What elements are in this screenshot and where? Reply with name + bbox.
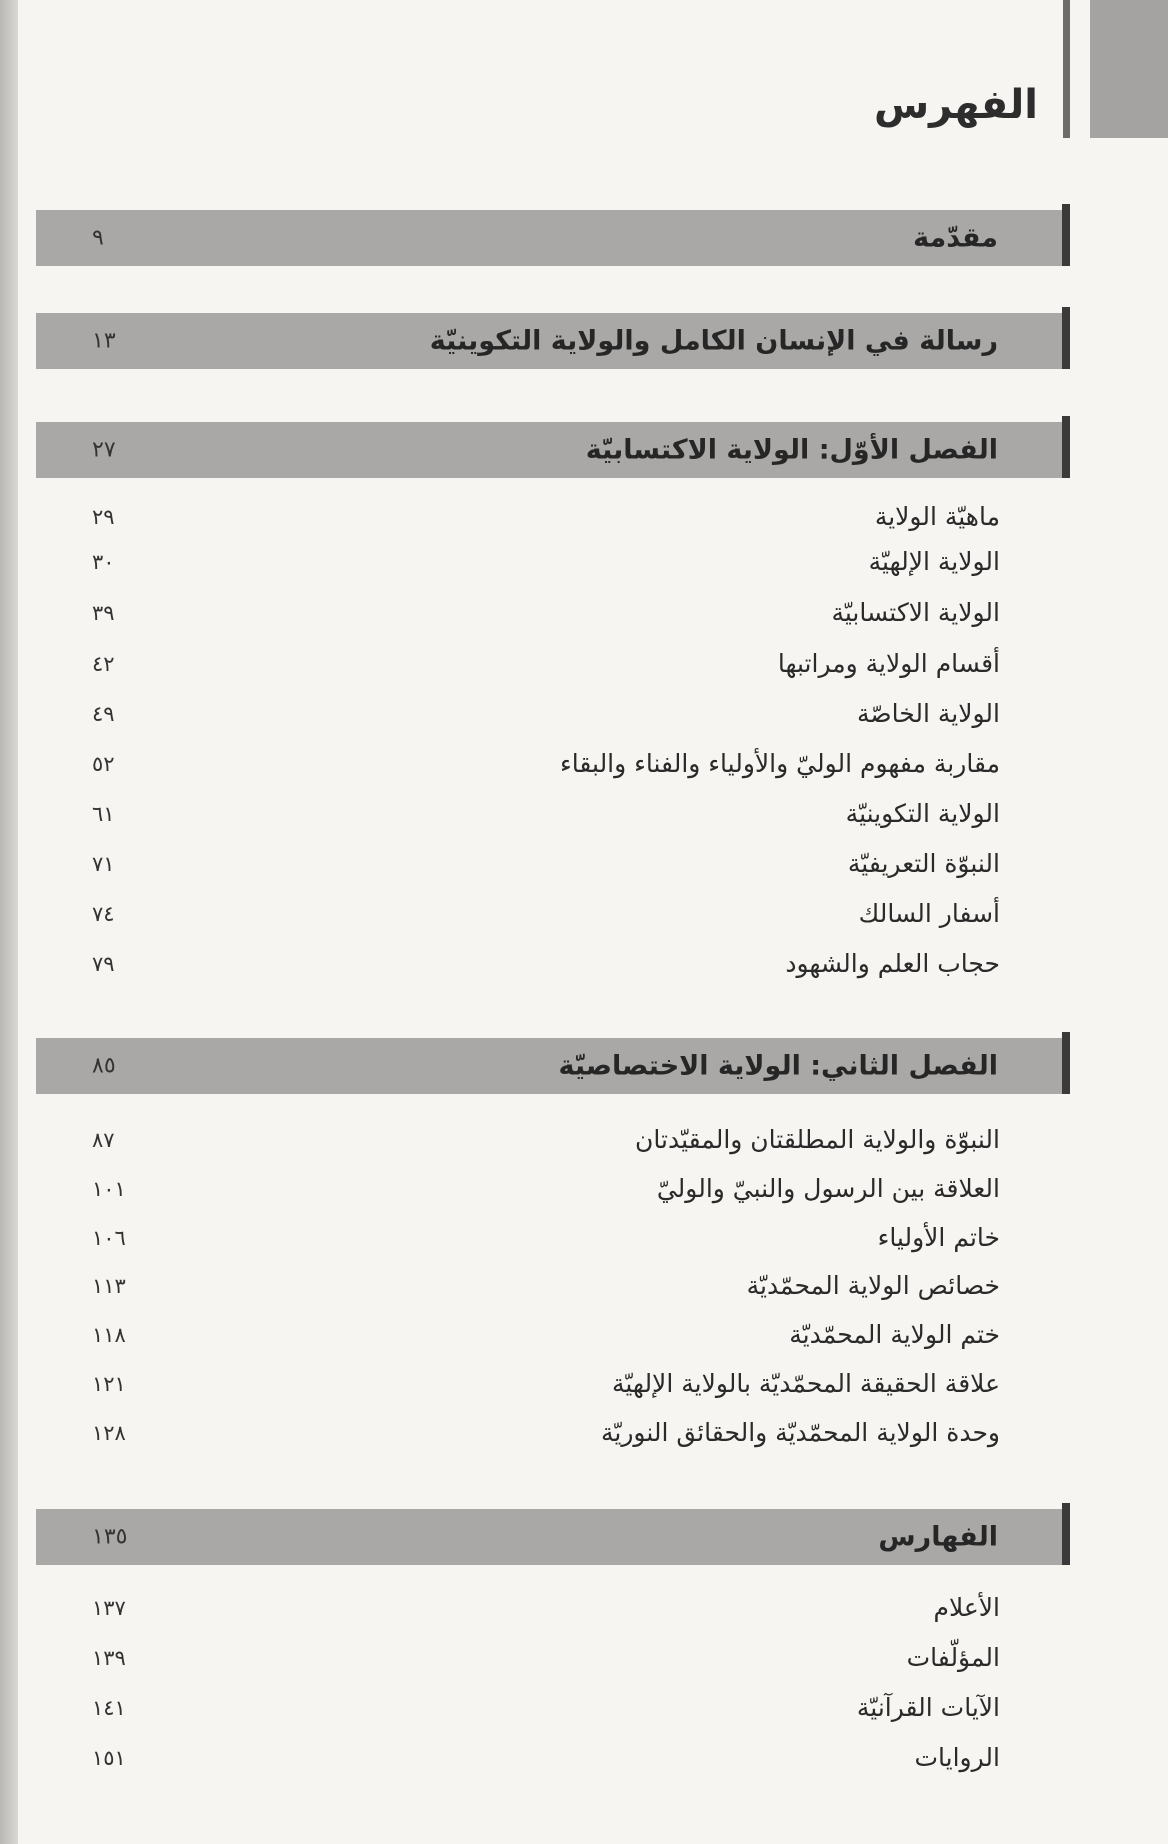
toc-entry <box>36 1738 1070 1778</box>
page-number: ١٠١ <box>92 1177 126 1201</box>
entry-title: الآيات القرآنيّة <box>856 1693 1000 1722</box>
page-number: ١٣ <box>92 328 116 354</box>
toc-entry <box>36 1413 1070 1453</box>
toc-entry <box>36 844 1070 884</box>
section-heading: رسالة في الإنسان الكامل والولاية التكوينيّة <box>429 325 998 357</box>
entry-title: ختم الولاية المحمّديّة <box>789 1320 1000 1349</box>
entry-title: النبوّة التعريفيّة <box>847 849 1000 878</box>
entry-title: أسفار السالك <box>858 899 1000 928</box>
page-number: ٨٧ <box>92 1128 115 1152</box>
entry-title: خاتم الأولياء <box>877 1223 1000 1252</box>
page-number: ٥٢ <box>92 752 115 776</box>
toc-entry <box>36 1266 1070 1306</box>
toc-entry <box>36 744 1070 784</box>
page-number: ٢٧ <box>92 437 116 463</box>
section-heading: الفصل الأوّل: الولاية الاكتسابيّة <box>585 434 998 466</box>
page-left-edge <box>0 0 18 1844</box>
toc-entry <box>36 1169 1070 1209</box>
toc-entry <box>36 894 1070 934</box>
page-number: ٣٩ <box>92 601 115 625</box>
page-number: ٧٩ <box>92 952 115 976</box>
toc-section-header <box>36 1038 1070 1094</box>
page-number: ١٣٥ <box>92 1524 128 1550</box>
chapter-tab <box>1090 0 1168 138</box>
page-number: ٢٩ <box>92 505 115 529</box>
entry-title: ماهيّة الولاية <box>874 502 1000 531</box>
page-number: ١٠٦ <box>92 1226 126 1250</box>
page-number: ١١٣ <box>92 1274 126 1298</box>
page-number: ٧١ <box>92 852 115 876</box>
section-heading: الفصل الثاني: الولاية الاختصاصيّة <box>558 1050 998 1082</box>
toc-section-header <box>36 313 1070 369</box>
toc-entry <box>36 1364 1070 1404</box>
entry-title: أقسام الولاية ومراتبها <box>777 649 1000 678</box>
page-number: ٩ <box>92 225 104 251</box>
page-number: ١٢٨ <box>92 1421 126 1445</box>
section-heading: الفهارس <box>878 1521 998 1553</box>
toc-entry <box>36 1120 1070 1160</box>
entry-title: الأعلام <box>933 1593 1000 1622</box>
section-marker <box>1062 204 1070 266</box>
page-number: ٧٤ <box>92 902 115 926</box>
toc-entry <box>36 794 1070 834</box>
section-marker <box>1062 1503 1070 1565</box>
entry-title: وحدة الولاية المحمّديّة والحقائق النوريّة <box>600 1418 1000 1447</box>
toc-entry <box>36 644 1070 684</box>
entry-title: العلاقة بين الرسول والنبيّ والوليّ <box>656 1174 1000 1203</box>
toc-entry <box>36 542 1070 582</box>
entry-title: المؤلّفات <box>906 1643 1000 1672</box>
section-marker <box>1062 1032 1070 1094</box>
page-number: ١٣٩ <box>92 1646 126 1670</box>
toc-entry <box>36 1588 1070 1628</box>
entry-title: الولاية الخاصّة <box>857 699 1000 728</box>
toc-entry <box>36 1688 1070 1728</box>
page-number: ٨٥ <box>92 1053 116 1079</box>
page-number: ١٥١ <box>92 1746 126 1770</box>
page-number: ٤٩ <box>92 702 115 726</box>
entry-title: حجاب العلم والشهود <box>785 949 1000 978</box>
toc-entry <box>36 1218 1070 1258</box>
title-rule <box>1063 0 1070 138</box>
page-title: الفهرس <box>873 82 1038 128</box>
toc-entry <box>36 593 1070 633</box>
toc-entry <box>36 944 1070 984</box>
entry-title: الروايات <box>914 1743 1000 1772</box>
toc-section-header <box>36 1509 1070 1565</box>
toc-entry <box>36 1315 1070 1355</box>
toc-entry <box>36 1638 1070 1678</box>
section-heading: مقدّمة <box>913 222 998 254</box>
toc-section-header <box>36 422 1070 478</box>
page-number: ٦١ <box>92 802 115 826</box>
page-number: ٤٢ <box>92 652 115 676</box>
toc-section-header <box>36 210 1070 266</box>
entry-title: الولاية الاكتسابيّة <box>831 598 1000 627</box>
section-marker <box>1062 416 1070 478</box>
page-number: ١٣٧ <box>92 1596 126 1620</box>
toc-entry <box>36 694 1070 734</box>
entry-title: خصائص الولاية المحمّديّة <box>746 1271 1000 1300</box>
page-number: ١٤١ <box>92 1696 126 1720</box>
toc-entry <box>36 497 1070 537</box>
entry-title: النبوّة والولاية المطلقتان والمقيّدتان <box>635 1125 1000 1154</box>
section-marker <box>1062 307 1070 369</box>
page-number: ٣٠ <box>92 550 115 574</box>
entry-title: مقاربة مفهوم الوليّ والأولياء والفناء والبقاء <box>560 749 1000 778</box>
entry-title: الولاية الإلهيّة <box>868 547 1000 576</box>
page-number: ١٢١ <box>92 1372 126 1396</box>
entry-title: الولاية التكوينيّة <box>845 799 1000 828</box>
entry-title: علاقة الحقيقة المحمّديّة بالولاية الإلهيّة <box>611 1369 1000 1398</box>
page-number: ١١٨ <box>92 1323 126 1347</box>
